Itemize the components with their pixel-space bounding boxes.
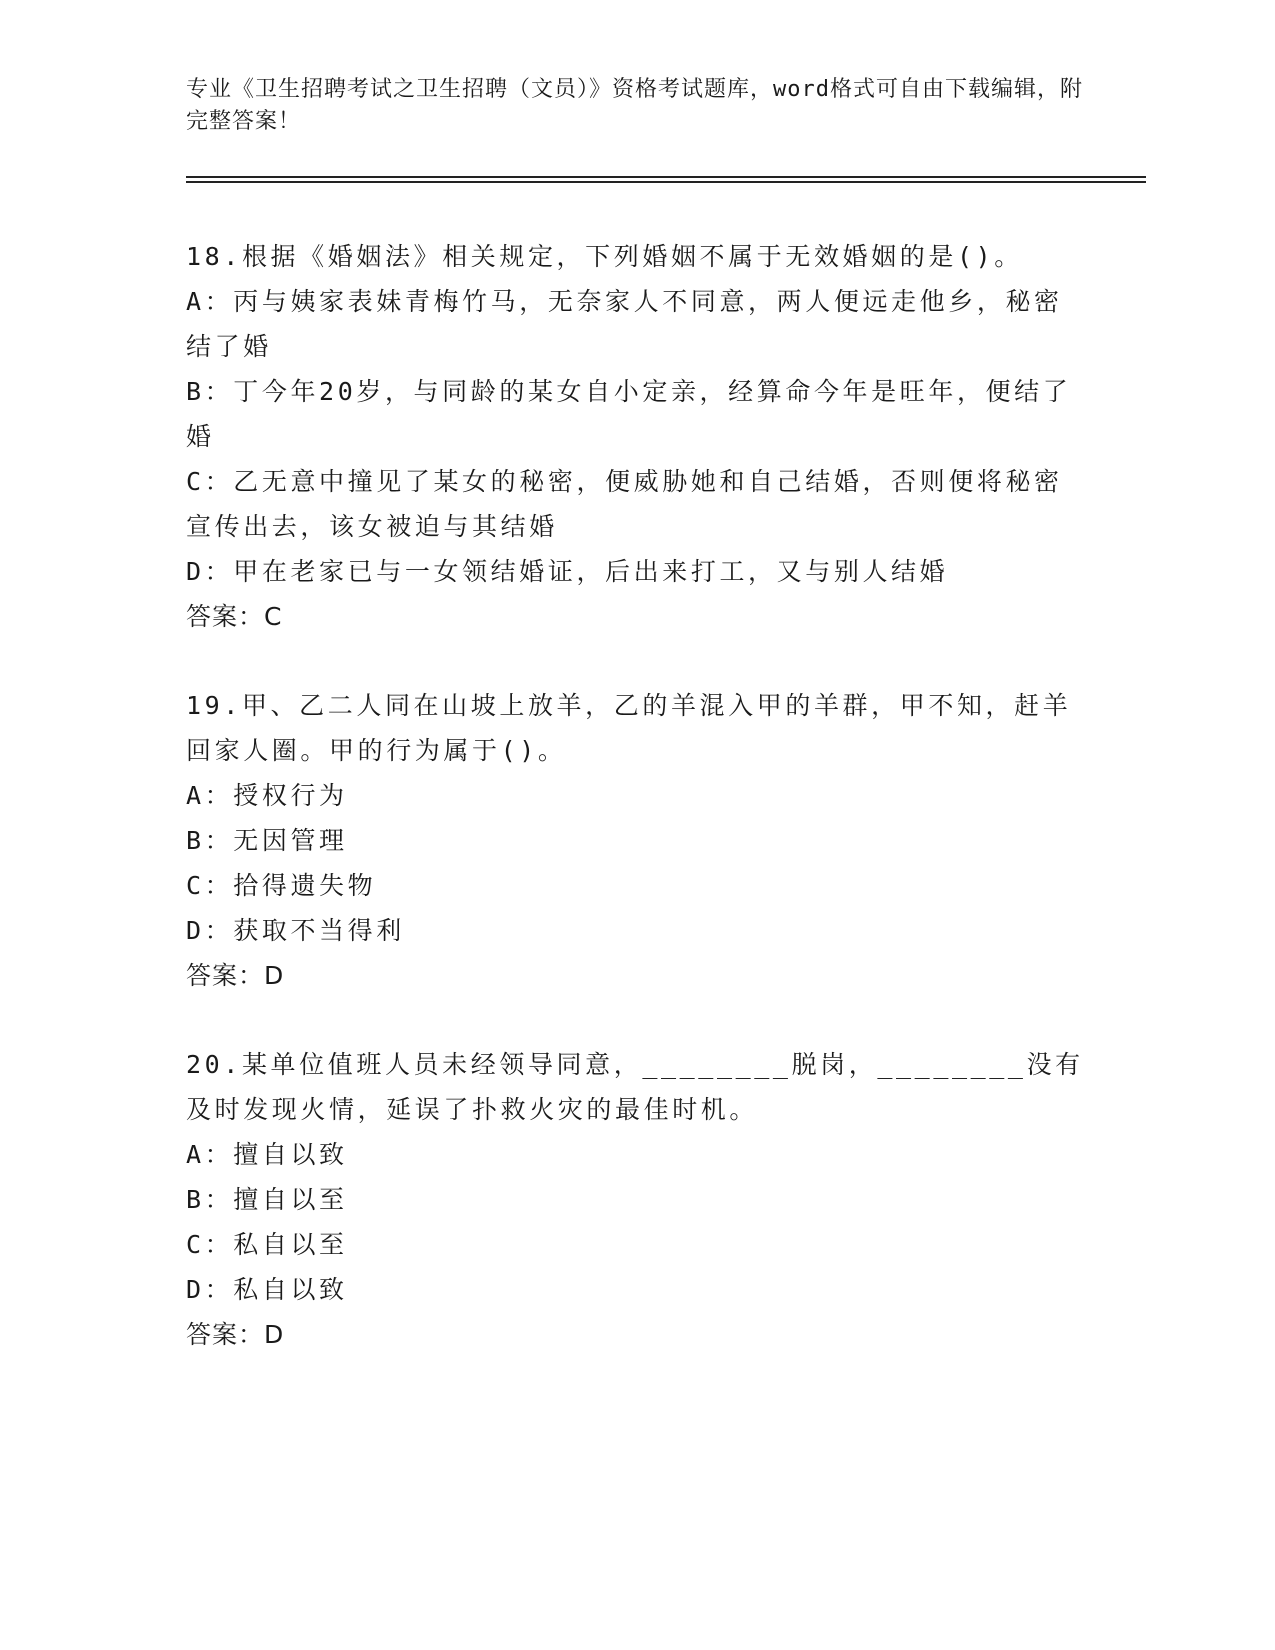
question-18 <box>186 234 1086 639</box>
header-divider-top <box>186 176 1146 178</box>
question-stem: 20.某单位值班人员未经领导同意，________脱岗，________没有及时发现火情，延误了扑救火灾的最佳时机。 <box>186 1050 1084 1124</box>
answer: 答案：D <box>186 961 285 990</box>
option-d: D：获取不当得利 <box>186 916 405 945</box>
question-list <box>186 234 1086 1401</box>
option-c: C：乙无意中撞见了某女的秘密，便威胁她和自己结婚，否则便将秘密宣传出去，该女被迫与其结婚 <box>186 467 1063 541</box>
answer: 答案：C <box>186 602 283 631</box>
option-a: A：丙与姨家表妹青梅竹马，无奈家人不同意，两人便远走他乡，秘密结了婚 <box>186 287 1063 361</box>
question-stem: 19.甲、乙二人同在山坡上放羊，乙的羊混入甲的羊群，甲不知，赶羊回家人圈。甲的行为属于()。 <box>186 691 1072 765</box>
question-stem: 18.根据《婚姻法》相关规定，下列婚姻不属于无效婚姻的是()。 <box>186 242 1023 271</box>
option-c: C：拾得遗失物 <box>186 871 377 900</box>
document-header: 专业《卫生招聘考试之卫生招聘（文员）》资格考试题库，word格式可自由下载编辑，附完整答案！ <box>186 77 1083 134</box>
question-20 <box>186 1042 1086 1357</box>
option-b: B：丁今年20岁，与同龄的某女自小定亲，经算命今年是旺年，便结了婚 <box>186 377 1072 451</box>
question-19 <box>186 683 1086 998</box>
option-a: A：擅自以致 <box>186 1140 348 1169</box>
option-d: D：甲在老家已与一女领结婚证，后出来打工，又与别人结婚 <box>186 557 949 586</box>
option-b: B：无因管理 <box>186 826 348 855</box>
option-b: B：擅自以至 <box>186 1185 348 1214</box>
option-a: A：授权行为 <box>186 781 348 810</box>
option-d: D：私自以致 <box>186 1275 348 1304</box>
answer: 答案：D <box>186 1320 285 1349</box>
header-divider-bottom <box>186 181 1146 183</box>
option-c: C：私自以至 <box>186 1230 348 1259</box>
